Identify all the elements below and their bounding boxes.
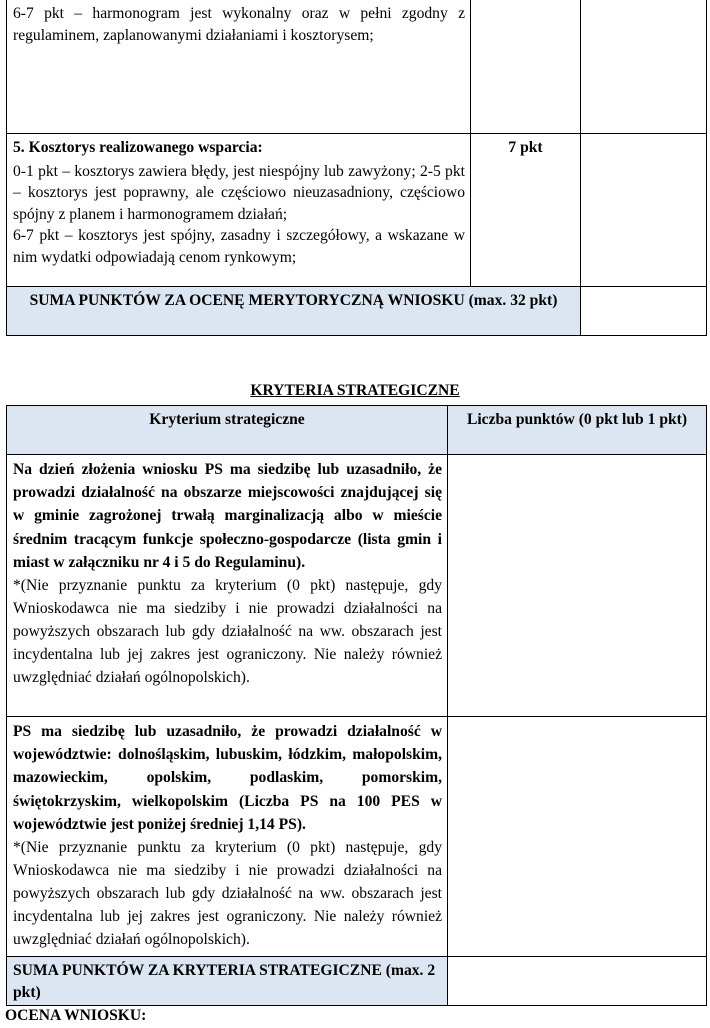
criterion-cell: [7, 717, 448, 957]
table-row: [7, 287, 707, 336]
criterion-description: 6-7 pkt – kosztorys jest spójny, zasadny i szczegółowy, a wskazane w nim wydatki odpowiadają cenom rynkowym;: [13, 227, 465, 266]
score-cell[interactable]: [448, 717, 707, 957]
column-header: Liczba punktów (0 pkt lub 1 pkt): [448, 406, 707, 455]
criterion-cell: [7, 455, 448, 717]
score-cell[interactable]: [581, 134, 707, 287]
table-row: [7, 0, 707, 134]
max-points-cell: [471, 0, 581, 134]
strategic-criteria-table: [6, 405, 707, 1006]
criterion-description: 0-1 pkt – kosztorys zawiera błędy, jest niespójny lub zawyżony; 2-5 pkt – kosztorys jest poprawny, ale częściowo nieuzasadniony, częściowo spójny z planem i harmonogramem działań;: [13, 162, 465, 223]
table-row: [7, 134, 707, 287]
table-row: [7, 957, 707, 1006]
score-cell[interactable]: [581, 0, 707, 134]
merit-sum-label: SUMA PUNKTÓW ZA OCENĘ MERYTORYCZNĄ WNIOSKU (max. 32 pkt): [7, 287, 581, 336]
criterion-title: Na dzień złożenia wniosku PS ma siedzibę lub uzasadniło, że prowadzi działalność na obszarze miejscowości znajdującej się w gminie zagrożonej trwałą marginalizacją albo w mieście średnim tracącym funkcje społeczno-gospodarcze (lista gmin i miast w załączniku nr 4 i 5 do Regulaminu).: [13, 461, 442, 571]
table-header-row: [7, 406, 707, 455]
criterion-cell: [7, 134, 471, 287]
criterion-note: *(Nie przyznanie punktu za kryterium (0 pkt) następuje, gdy Wnioskodawca nie ma siedziby i nie prowadzi działalności na powyższych obszarach lub gdy działalność na ww. obszarach jest incydentalna lub jej zakres jest ograniczony. Nie należy również uwzględniać działań ogólnopolskich).: [13, 577, 442, 687]
criterion-title: PS ma siedzibę lub uzasadniło, że prowadzi działalność w województwie: dolnośląskim, lubuskim, łódzkim, małopolskim, mazowieckim, opolskim, podlaskim, pomorskim, świętokrzyskim, wielkopolskim (Liczba PS na 100 PES w województwie jest poniżej średniej 1,14 PS).: [13, 723, 442, 833]
merit-evaluation-table: [6, 0, 707, 336]
score-cell[interactable]: [581, 287, 707, 336]
column-header: Kryterium strategiczne: [7, 406, 448, 455]
score-cell[interactable]: [448, 957, 707, 1006]
score-cell[interactable]: [448, 455, 707, 717]
criterion-note: *(Nie przyznanie punktu za kryterium (0 pkt) następuje, gdy Wnioskodawca nie ma siedziby i nie prowadzi działalności na powyższych obszarach lub gdy działalność na ww. obszarach jest incydentalna lub jej zakres jest ograniczony. Nie należy również uwzględniać działań ogólnopolskich).: [13, 839, 442, 949]
table-row: [7, 717, 707, 957]
section-title: KRYTERIA STRATEGICZNE: [250, 382, 460, 399]
criterion-cell: [7, 0, 471, 134]
table-row: [7, 455, 707, 717]
criterion-description: 6-7 pkt – harmonogram jest wykonalny oraz w pełni zgodny z regulaminem, zaplanowanymi działaniami i kosztorysem;: [13, 5, 465, 44]
max-points-cell: 7 pkt: [471, 134, 581, 287]
evaluation-heading: OCENA WNIOSKU:: [5, 1007, 147, 1024]
strategic-sum-label: SUMA PUNKTÓW ZA KRYTERIA STRATEGICZNE (max. 2 pkt): [7, 957, 448, 1006]
criterion-title: 5. Kosztorys realizowanego wsparcia:: [13, 139, 263, 156]
